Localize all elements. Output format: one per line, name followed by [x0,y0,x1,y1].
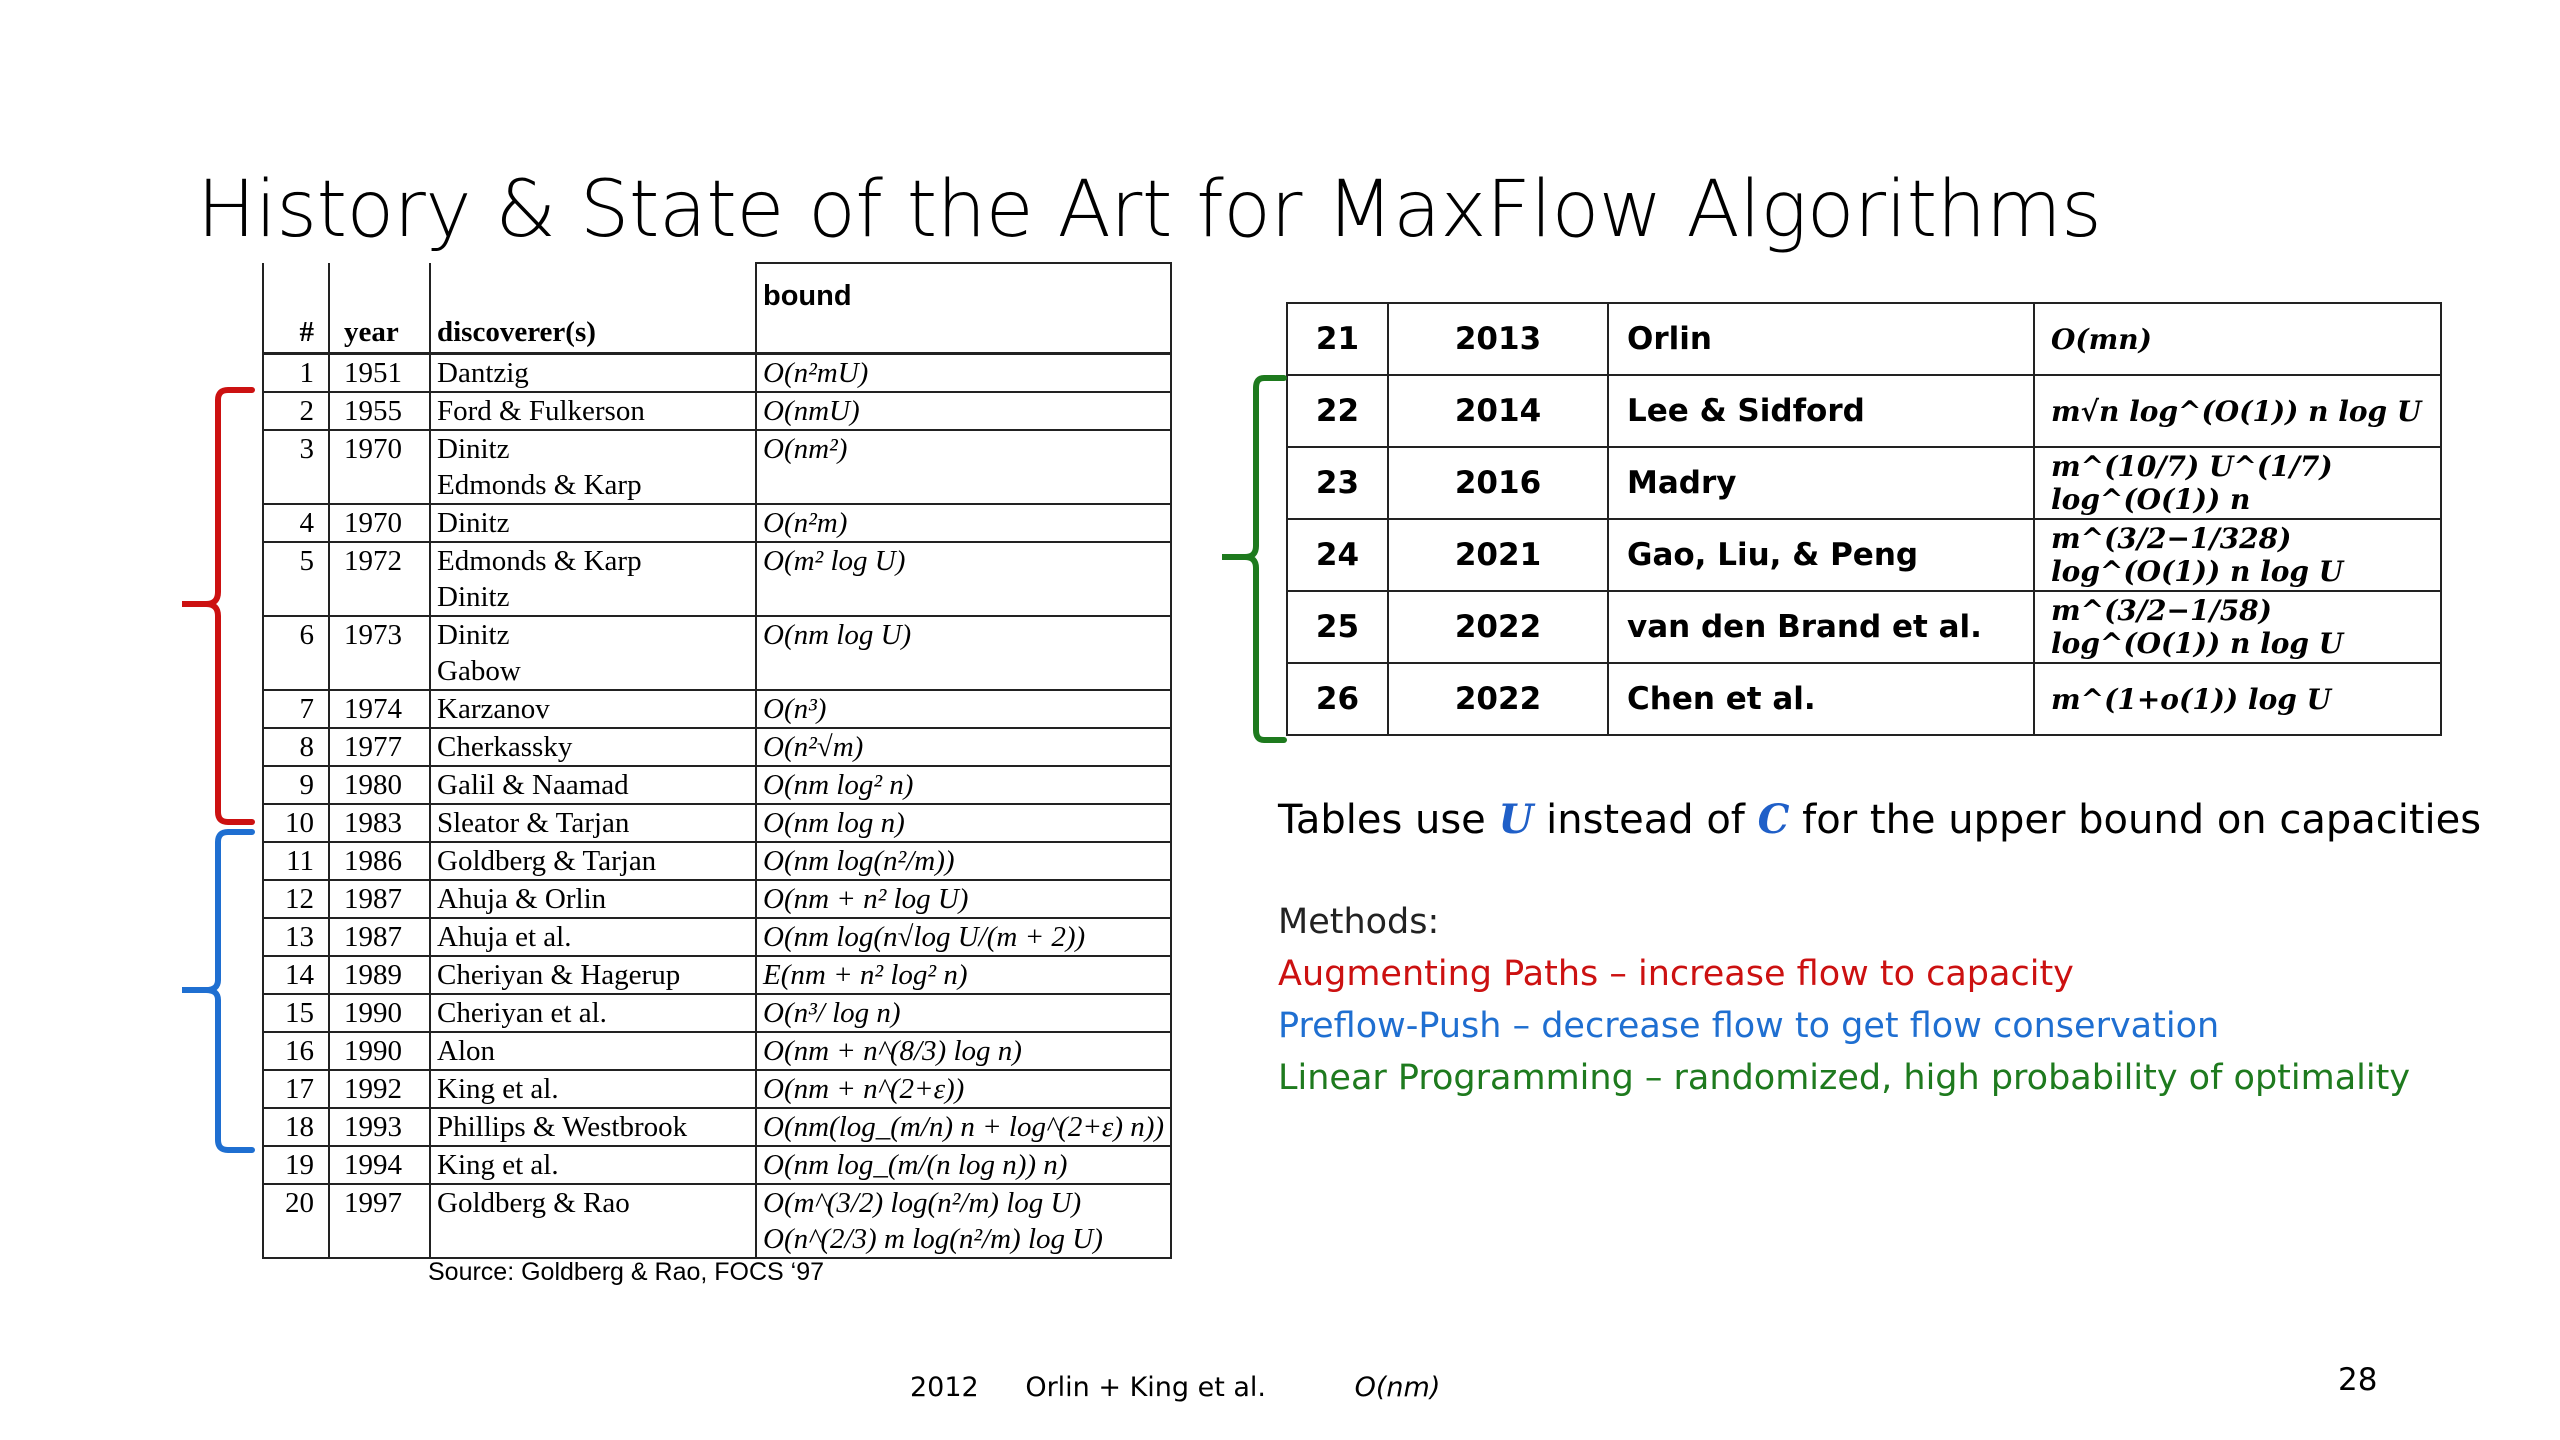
row-year: 1987 [329,880,430,918]
header-num: # [263,263,329,354]
row-bound: m^(3/2−1/328) log^(O(1)) n log U [2034,519,2441,591]
discoverer-line: Dinitz [437,619,510,651]
row-number: 20 [263,1184,329,1258]
row-discoverers: Orlin [1608,303,2034,375]
preflow-push-brace [182,832,252,1150]
discoverer-line: Galil & Naamad [437,769,629,801]
discoverer-line: Phillips & Westbrook [437,1111,688,1143]
bound-line: O(n³/ log n) [763,997,901,1029]
row-discoverers: Gao, Liu, & Peng [1608,519,2034,591]
row-number: 18 [263,1108,329,1146]
row-number: 22 [1287,375,1388,447]
row-number: 4 [263,504,329,542]
method-linear-programming: Linear Programming – randomized, high probability of optimality [1278,1058,2411,1098]
row-number: 15 [263,994,329,1032]
row-year: 1983 [329,804,430,842]
bound-line: O(nm log(n²/m)) [763,845,955,877]
row-year: 1986 [329,842,430,880]
row-year: 2014 [1388,375,1608,447]
linear-programming-brace [1222,378,1284,740]
row-discoverers: van den Brand et al. [1608,591,2034,663]
discoverer-line: Sleator & Tarjan [437,807,630,839]
row-number: 11 [263,842,329,880]
row-year: 1987 [329,918,430,956]
row-year: 1980 [329,766,430,804]
bound-line: O(nm log² n) [763,769,914,801]
bound-line: O(nmU) [763,395,860,427]
discoverer-line: Alon [437,1035,495,1067]
row-number: 8 [263,728,329,766]
discoverer-line: Cheriyan et al. [437,997,607,1029]
note-text-post: for the upper bound on capacities [1789,797,2482,843]
row-year: 1970 [329,504,430,542]
row-year: 2022 [1388,591,1608,663]
discoverer-line: Dantzig [437,357,529,389]
row-number: 14 [263,956,329,994]
method-preflow-push: Preflow-Push – decrease flow to get flow conservation [1278,1006,2220,1046]
row-year: 2016 [1388,447,1608,519]
row-year: 2022 [1388,663,1608,735]
footer-bound: O(nm) [1354,1372,1441,1403]
bound-line: O(nm + n^(2+ε)) [763,1073,965,1105]
note-var-u: U [1498,796,1534,843]
discoverer-line: King et al. [437,1149,559,1181]
bound-line: E(nm + n² log² n) [763,959,968,991]
row-number: 16 [263,1032,329,1070]
row-year: 1992 [329,1070,430,1108]
discoverer-line: Karzanov [437,693,550,725]
discoverer-line: Dinitz [437,507,510,539]
bound-line: O(m² log U) [763,545,906,577]
row-number: 1 [263,354,329,393]
discoverer-line: King et al. [437,1073,559,1105]
row-bound: O(mn) [2034,303,2441,375]
bound-line: O(nm log_(m/(n log n)) n) [763,1149,1068,1181]
row-year: 1973 [329,616,430,690]
row-year: 1970 [329,430,430,504]
row-year: 1977 [329,728,430,766]
row-number: 23 [1287,447,1388,519]
method-augmenting-paths: Augmenting Paths – increase flow to capacity [1278,954,2074,994]
augmenting-paths-brace [182,390,252,822]
row-number: 12 [263,880,329,918]
header-year: year [329,263,430,354]
discoverer-line: Edmonds & Karp [437,545,642,577]
row-bound: m^(3/2−1/58) log^(O(1)) n log U [2034,591,2441,663]
row-bound: m√n log^(O(1)) n log U [2034,375,2441,447]
bound-line: O(nm + n² log U) [763,883,969,915]
row-number: 7 [263,690,329,728]
row-number: 10 [263,804,329,842]
row-number: 21 [1287,303,1388,375]
row-number: 9 [263,766,329,804]
row-year: 1990 [329,1032,430,1070]
note-var-c: C [1757,796,1790,843]
row-bound: m^(10/7) U^(1/7) log^(O(1)) n [2034,447,2441,519]
row-year: 1990 [329,994,430,1032]
bound-line: O(n³) [763,693,827,725]
header-bound: bound [756,263,1171,354]
row-number: 3 [263,430,329,504]
bound-line: O(n²mU) [763,357,869,389]
bound-line: O(nm log U) [763,619,912,651]
page-number: 28 [2338,1362,2378,1398]
row-number: 5 [263,542,329,616]
bound-line: O(n^(2/3) m log(n²/m) log U) [763,1223,1103,1255]
row-number: 26 [1287,663,1388,735]
row-number: 24 [1287,519,1388,591]
bound-line: O(n²√m) [763,731,864,763]
bound-line: O(n²m) [763,507,848,539]
methods-heading: Methods: [1278,902,1440,942]
row-year: 1994 [329,1146,430,1184]
discoverer-line: Gabow [437,655,521,687]
row-year: 1997 [329,1184,430,1258]
row-number: 17 [263,1070,329,1108]
discoverer-line: Cherkassky [437,731,573,763]
discoverer-line: Cheriyan & Hagerup [437,959,681,991]
footer-authors: Orlin + King et al. [1025,1372,1267,1403]
footer-year: 2012 [910,1372,979,1403]
bound-line: O(nm + n^(8/3) log n) [763,1035,1022,1067]
row-year: 1993 [329,1108,430,1146]
discoverer-line: Goldberg & Rao [437,1187,630,1219]
slide-title: History & State of the Art for MaxFlow Algorithms [197,165,2102,255]
row-year: 1989 [329,956,430,994]
discoverer-line: Ahuja & Orlin [437,883,607,915]
discoverer-line: Edmonds & Karp [437,469,642,501]
row-year: 1955 [329,392,430,430]
discoverer-line: Dinitz [437,433,510,465]
discoverer-line: Ford & Fulkerson [437,395,645,427]
row-number: 13 [263,918,329,956]
row-discoverers: Lee & Sidford [1608,375,2034,447]
header-discoverers: discoverer(s) [430,263,756,354]
row-number: 19 [263,1146,329,1184]
row-year: 1972 [329,542,430,616]
bound-line: O(nm log(n√log U/(m + 2)) [763,921,1086,953]
source-note: Source: Goldberg & Rao, FOCS ‘97 [428,1258,825,1286]
row-year: 1951 [329,354,430,393]
row-year: 2021 [1388,519,1608,591]
row-year: 2013 [1388,303,1608,375]
note-text-pre: Tables use [1278,797,1499,843]
row-bound: m^(1+o(1)) log U [2034,663,2441,735]
note-text-mid: instead of [1533,797,1758,843]
discoverer-line: Ahuja et al. [437,921,572,953]
row-number: 2 [263,392,329,430]
row-discoverers: Madry [1608,447,2034,519]
bound-line: O(nm log n) [763,807,905,839]
discoverer-line: Goldberg & Tarjan [437,845,657,877]
bound-line: O(m^(3/2) log(n²/m) log U) [763,1187,1082,1219]
row-number: 6 [263,616,329,690]
bound-line: O(nm(log_(m/n) n + log^(2+ε) n)) [763,1111,1165,1143]
row-discoverers: Chen et al. [1608,663,2034,735]
row-year: 1974 [329,690,430,728]
row-number: 25 [1287,591,1388,663]
discoverer-line: Dinitz [437,581,510,613]
bound-line: O(nm²) [763,433,848,465]
